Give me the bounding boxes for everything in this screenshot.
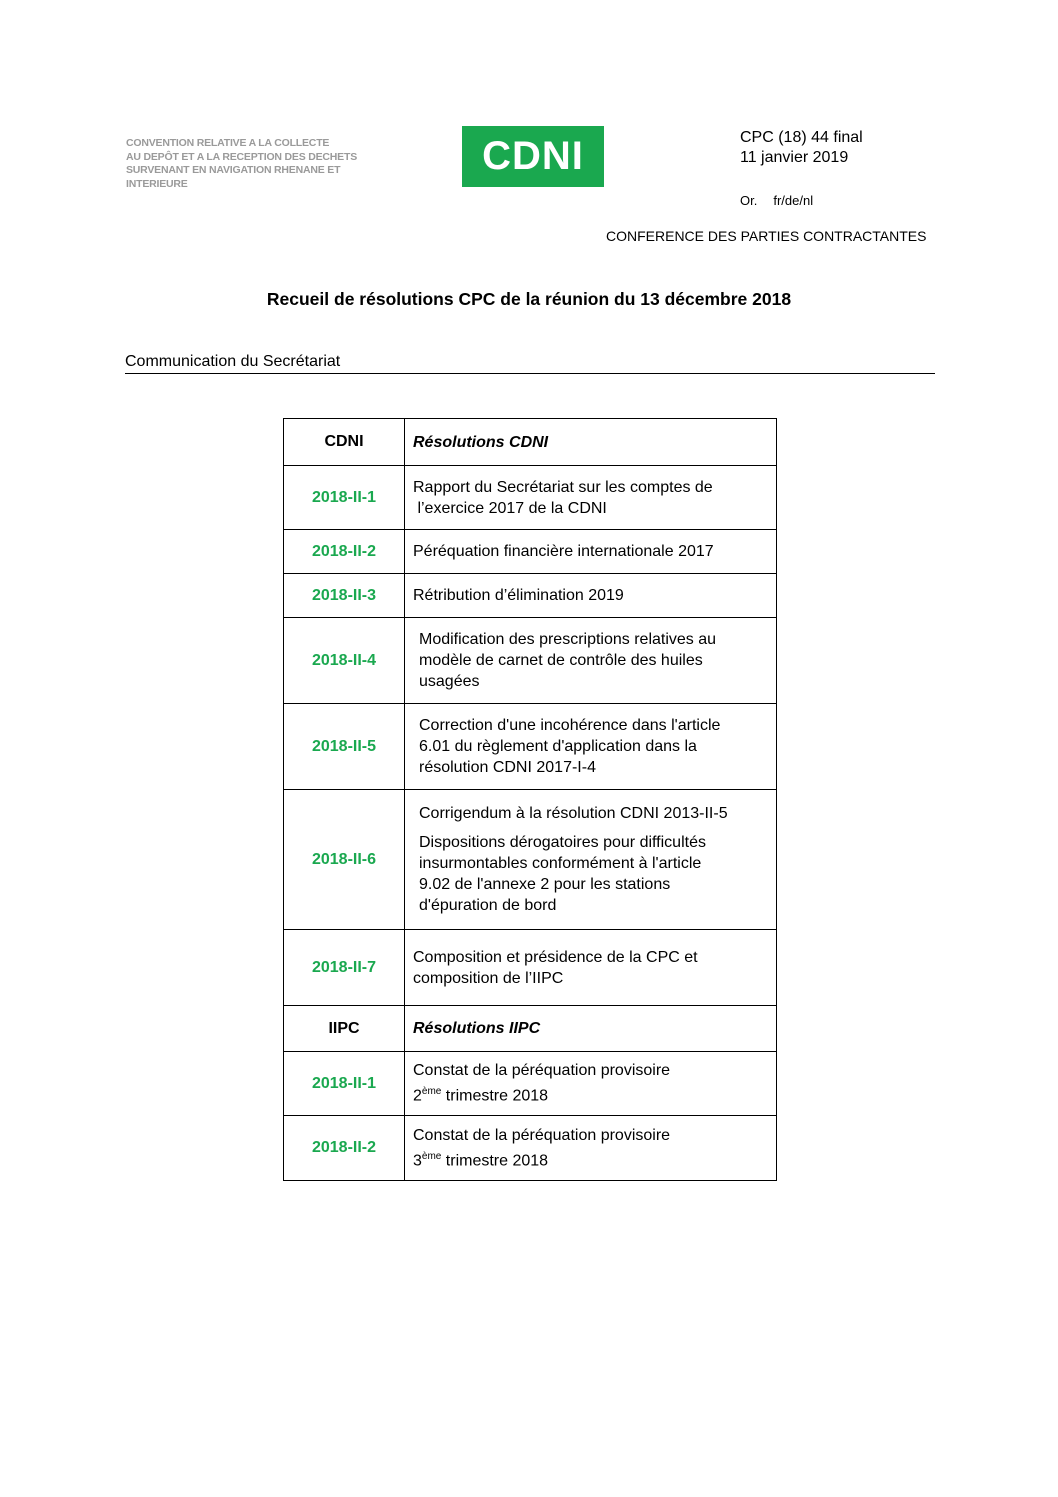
- lang-value: fr/de/nl: [773, 193, 814, 208]
- title-line: usagées: [419, 673, 480, 690]
- table-row: [284, 790, 777, 930]
- document-reference: [740, 128, 863, 168]
- table-row: [284, 530, 777, 574]
- lang-label: Or.: [740, 193, 758, 208]
- quarter-text: trimestre 2018: [441, 1087, 549, 1105]
- title-line: Constat de la péréquation provisoire: [413, 1126, 671, 1144]
- doc-date: 11 janvier 2019: [740, 149, 849, 166]
- convention-name: [126, 137, 426, 191]
- section-heading: Résolutions CDNI: [405, 419, 777, 466]
- title-line: Rapport du Secrétariat sur les comptes de: [413, 478, 713, 496]
- resolution-title: [405, 530, 777, 574]
- convention-line: AU DEPÔT ET A LA RECEPTION DES DECHETS: [126, 150, 358, 163]
- convention-line: SURVENANT EN NAVIGATION RHENANE ET: [126, 164, 341, 176]
- resolution-code: 2018-II-6: [284, 790, 405, 930]
- title-line: Composition et présidence de la CPC et: [413, 948, 698, 966]
- quarter-number: 2: [413, 1087, 422, 1105]
- resolution-code: 2018-II-2: [284, 530, 405, 574]
- page-title: Recueil de résolutions CPC de la réunion du 13 décembre 2018: [266, 289, 792, 309]
- resolution-title: [405, 790, 777, 930]
- title-line: Constat de la péréquation provisoire: [413, 1062, 671, 1080]
- resolutions-table: [283, 418, 777, 1181]
- title-line: Péréquation financière internationale 2017: [413, 543, 714, 560]
- title-line: Dispositions dérogatoires pour difficultés: [419, 834, 706, 851]
- table-row: [284, 1052, 777, 1116]
- resolution-code: 2018-II-4: [284, 618, 405, 704]
- table-row: [284, 618, 777, 704]
- quarter-text: trimestre 2018: [441, 1152, 549, 1170]
- table-row: [284, 466, 777, 530]
- resolution-title: [405, 930, 777, 1006]
- resolution-code: 2018-II-3: [284, 574, 405, 618]
- resolution-title: [405, 1052, 777, 1116]
- resolution-title: [405, 574, 777, 618]
- title-line: [413, 1146, 768, 1171]
- resolution-code: 2018-II-1: [284, 466, 405, 530]
- title-line: Rétribution d’élimination 2019: [413, 587, 624, 604]
- ordinal-suffix: ème: [421, 1086, 442, 1098]
- table-row: [284, 574, 777, 618]
- resolution-title: [405, 466, 777, 530]
- section-code: IIPC: [284, 1006, 405, 1052]
- resolution-code: 2018-II-5: [284, 704, 405, 790]
- section-heading: Résolutions IIPC: [405, 1006, 777, 1052]
- title-line: 6.01 du règlement d'application dans la: [419, 738, 697, 755]
- resolution-title: [405, 618, 777, 704]
- section-code: CDNI: [284, 419, 405, 466]
- table-row: [284, 704, 777, 790]
- title-line: [413, 1081, 768, 1106]
- title-line: composition de l’IIPC: [413, 969, 564, 987]
- table-row: [284, 930, 777, 1006]
- title-line: 9.02 de l'annexe 2 pour les stations: [419, 876, 671, 893]
- cdni-logo: CDNI: [462, 126, 604, 187]
- resolution-code: 2018-II-1: [284, 1052, 405, 1116]
- section-header-row: [284, 1006, 777, 1052]
- table-row: [284, 1116, 777, 1181]
- doc-ref: CPC (18) 44 final: [740, 129, 863, 146]
- resolution-title: [405, 704, 777, 790]
- title-line: modèle de carnet de contrôle des huiles: [419, 652, 703, 669]
- communication-heading: Communication du Secrétariat: [125, 353, 935, 374]
- title-line: insurmontables conformément à l'article: [419, 855, 702, 872]
- conference-name: CONFERENCE DES PARTIES CONTRACTANTES: [606, 228, 927, 244]
- title-line: d'épuration de bord: [419, 897, 557, 914]
- ordinal-suffix: ème: [421, 1150, 442, 1162]
- title-line: résolution CDNI 2017-I-4: [419, 759, 596, 776]
- quarter-number: 3: [413, 1152, 422, 1170]
- convention-line: CONVENTION RELATIVE A LA COLLECTE: [126, 137, 330, 149]
- title-line: Corrigendum à la résolution CDNI 2013-II-5: [419, 805, 728, 822]
- title-line: Modification des prescriptions relatives au: [419, 631, 717, 648]
- resolution-code: 2018-II-7: [284, 930, 405, 1006]
- title-line: Correction d'une incohérence dans l'article: [419, 717, 721, 734]
- resolution-code: 2018-II-2: [284, 1116, 405, 1181]
- resolution-title: [405, 1116, 777, 1181]
- title-line: l’exercice 2017 de la CDNI: [413, 499, 607, 517]
- section-header-row: [284, 419, 777, 466]
- original-languages: [740, 193, 813, 208]
- convention-line: INTERIEURE: [126, 177, 188, 190]
